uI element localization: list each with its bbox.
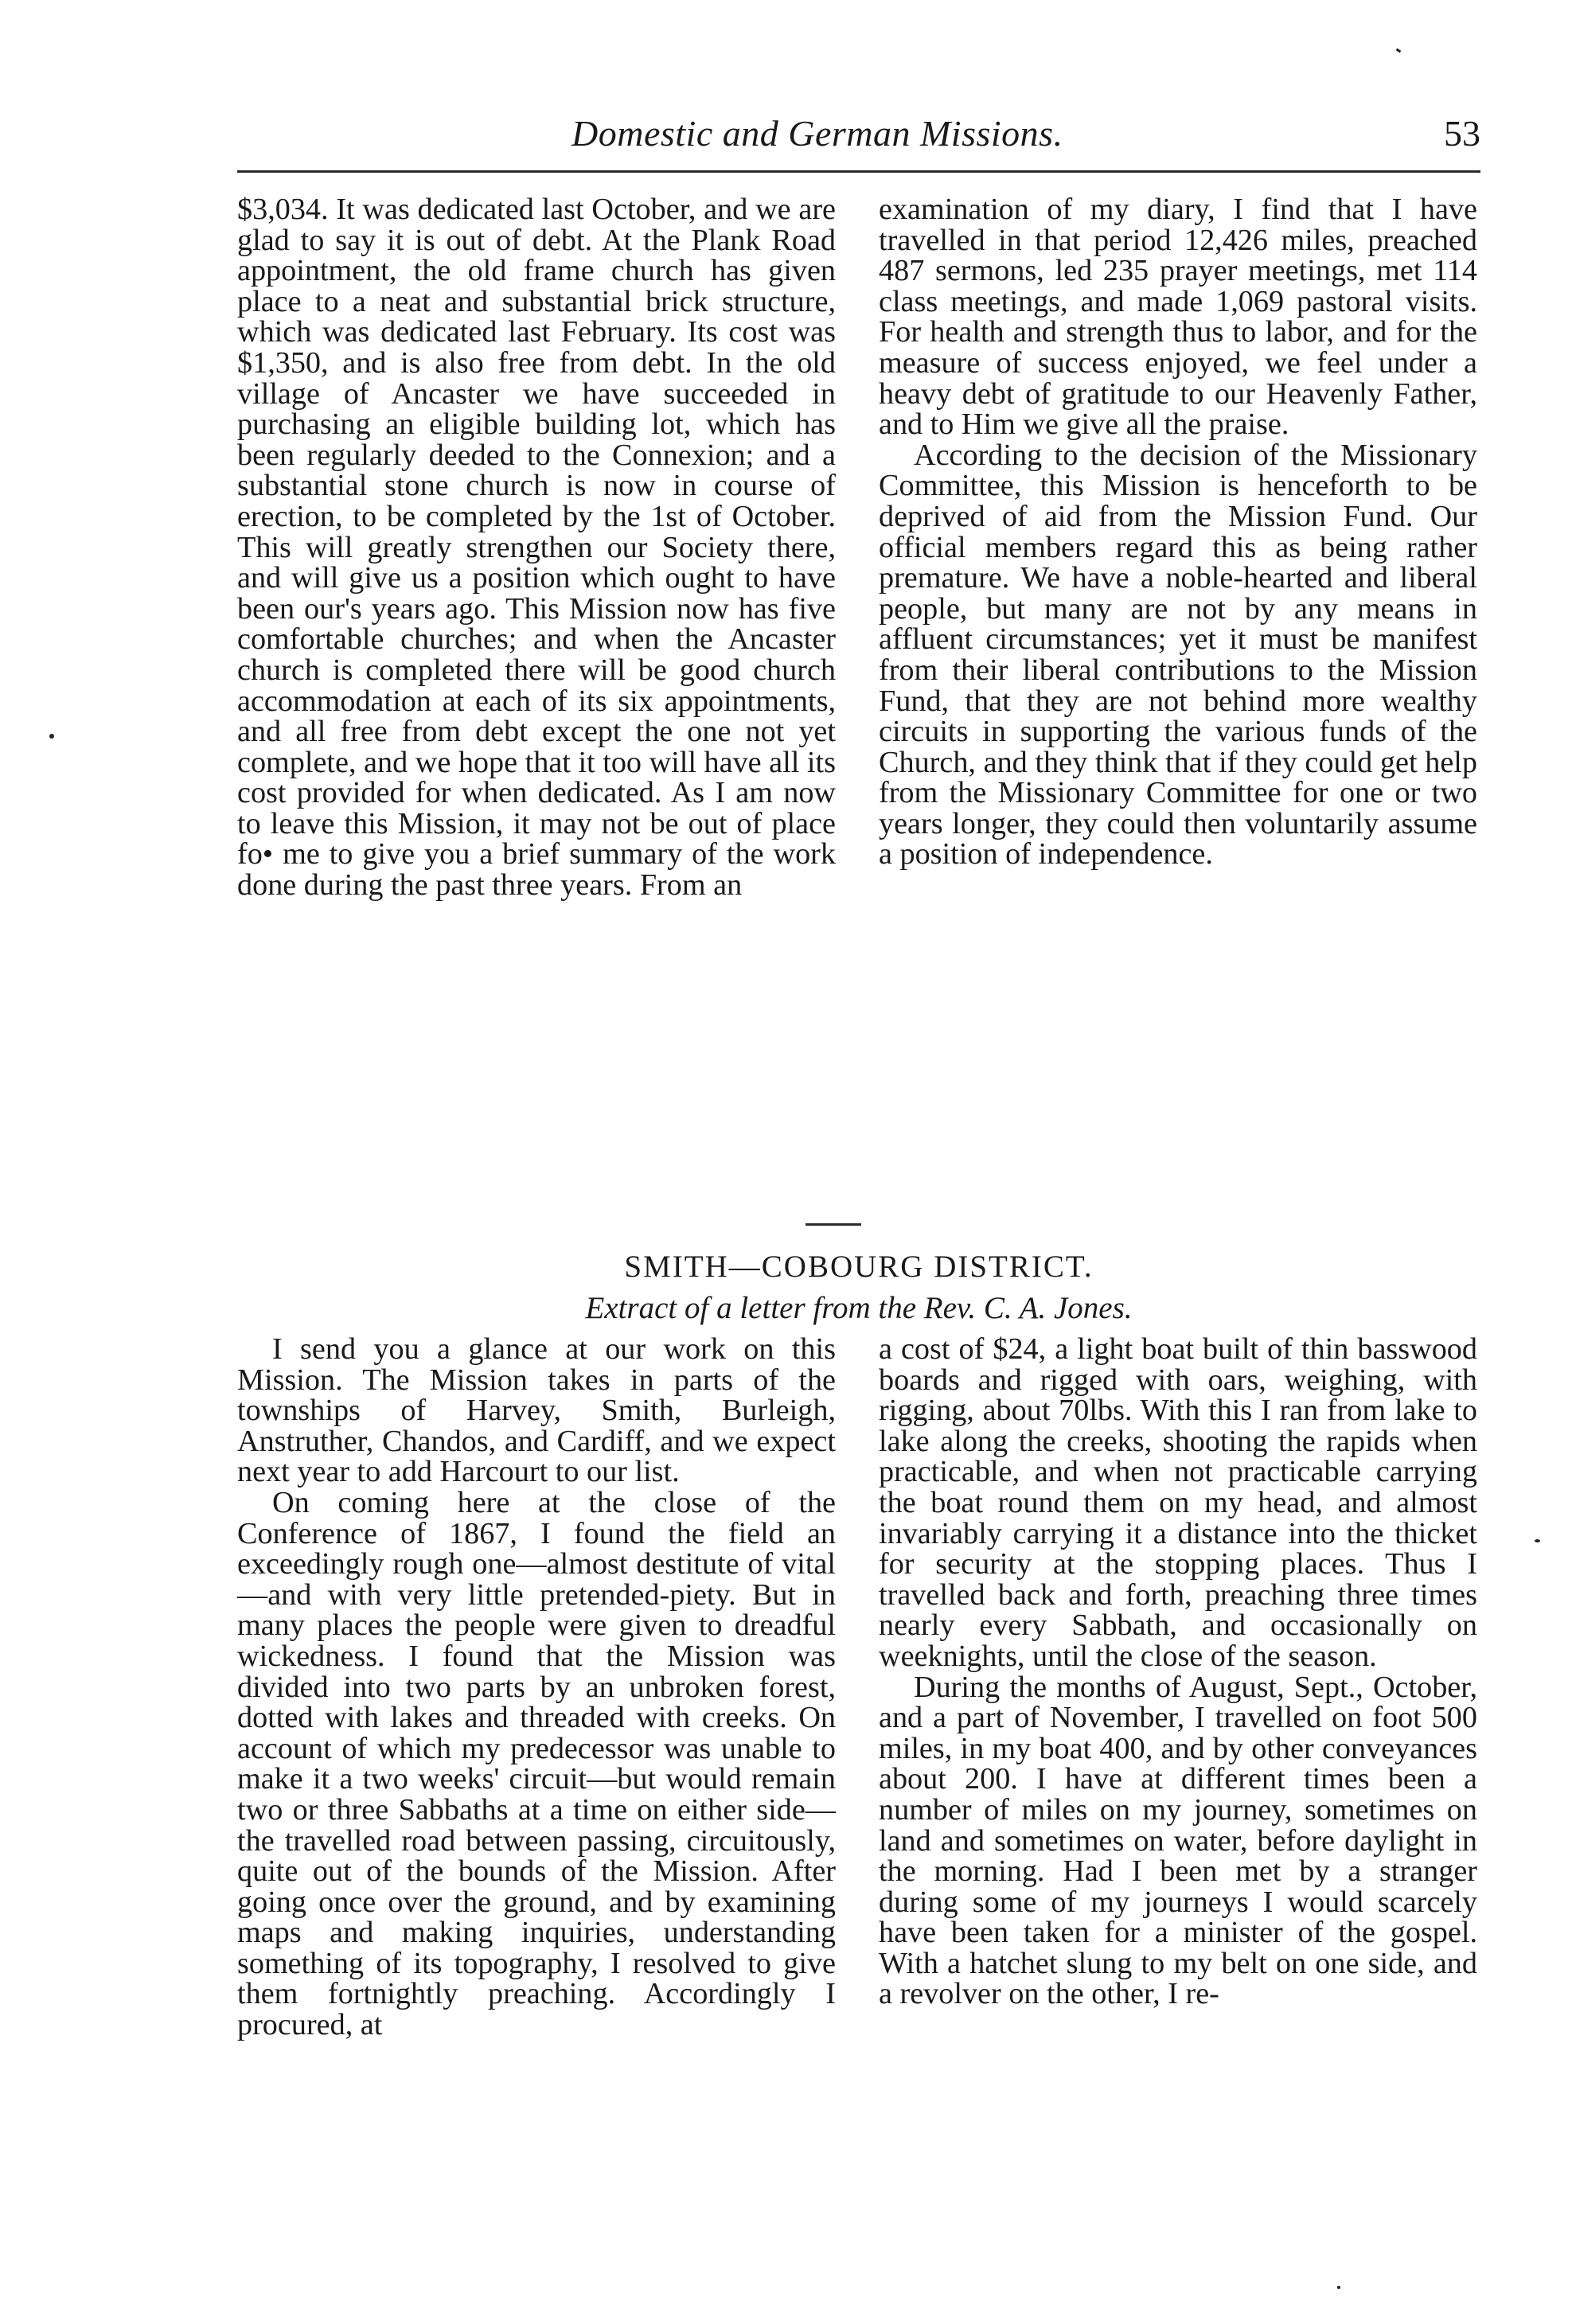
scan-speck: [49, 734, 54, 739]
column-bottom-right: [879, 1334, 1477, 2010]
scan-speck: [1535, 1539, 1540, 1542]
column-top-left: [237, 194, 836, 901]
section-heading: SMITH—COBOURG DISTRICT.: [624, 1250, 1094, 1284]
scan-speck: [1337, 2286, 1340, 2289]
paragraph: examination of my diary, I find that I have travelled in that period 12,426 miles, preached 487 sermons, led 235 prayer meetings, met 114 class meetings, and made 1,069 pastoral visits. For health and strength thus to labor, and for the measure of success enjoyed, we feel under a heavy debt of gratitude to our Heavenly Father, and to Him we give all the praise.: [879, 193, 1477, 442]
column-top-right: [879, 194, 1477, 870]
paragraph: According to the decision of the Missionary Committee, this Mission is henceforth to be deprived of aid from the Mission Fund. Our official members regard this as being rather premature. We have a noble-hearted and liberal people, but many are not by any means in affluent circumstances; yet it must be manifest from their liberal contributions to the Mission Fund, that they are not behind more wealthy circuits in supporting the various funds of the Church, and they think that if they could get help from the Missionary Committee for one or two years longer, they could then voluntarily assume a position of independence.: [879, 438, 1477, 872]
paragraph: I send you a glance at our work on this Mission. The Mission takes in parts of the townships of Harvey, Smith, Burleigh, Anstruther, Chandos, and Cardiff, and we expect next year to add Harcourt to our list.: [237, 1332, 836, 1489]
running-title: Domestic and German Missions.: [571, 113, 1063, 154]
header-rule: [237, 170, 1480, 173]
column-bottom-left: [237, 1334, 836, 2041]
running-header: [237, 110, 1480, 166]
paragraph: a cost of $24, a light boat built of thin basswood boards and rigged with oars, weighing, with rigging, about 70lbs. With this I ran from lake to lake along the creeks, shooting the rapids when practicable, and when not practicable carrying the boat round them on my head, and almost invariably carrying it a distance into the thicket for security at the stopping places. Thus I travelled back and forth, preaching three times nearly every Sabbath, and occasionally on weeknights, until the close of the season.: [879, 1332, 1477, 1673]
paragraph: On coming here at the close of the Conference of 1867, I found the field an exceedingly rough one—almost destitute of vital—and with very little pretended-piety. But in many places the people were given to dreadful wickedness. I found that the Mission was divided into two parts by an unbroken forest, dotted with lakes and threaded with creeks. On account of which my predecessor was unable to make it a two weeks' circuit—but would remain two or three Sabbaths at a time on either side—the travelled road between passing, circuitously, quite out of the bounds of the Mission. After going once over the ground, and by examining maps and making inquiries, understanding something of its topography, I resolved to give them fortnightly preaching. Accordingly I procured, at: [237, 1485, 836, 2042]
scan-speck: [1396, 49, 1402, 53]
paragraph: During the months of August, Sept., October, and a part of November, I travelled on foot 500 miles, in my boat 400, and by other conveyances about 200. I have at different times been a number of miles on my journey, sometimes on land and sometimes on water, before daylight in the morning. Had I been met by a stranger during some of my journeys I would scarcely have been taken for a minister of the gospel. With a hatchet slung to my belt on one side, and a revolver on the other, I re-: [879, 1670, 1477, 2011]
section-subheading: Extract of a letter from the Rev. C. A. Jones.: [585, 1291, 1133, 1325]
paragraph: $3,034. It was dedicated last October, and we are glad to say it is out of debt. At the Plank Road appointment, the old frame church has given place to a neat and substantial brick structure, which was dedicated last February. Its cost was $1,350, and is also free from debt. In the old village of Ancaster we have succeeded in purchasing an eligible building lot, which has been regularly deeded to the Connexion; and a substantial stone church is now in course of erection, to be completed by the 1st of October. This will greatly strengthen our Society there, and will give us a position which ought to have been our's years ago. This Mission now has five comfortable churches; and when the Ancaster church is completed there will be good church accommodation at each of its six appointments, and all free from debt except the one not yet complete, and we hope that it too will have all its cost provided for when dedicated. As I am now to leave this Mission, it may not be out of place fo• me to give you a brief summary of the work done during the past three years. From an: [237, 193, 836, 903]
page-number: 53: [1444, 113, 1480, 154]
section-divider: [806, 1223, 861, 1226]
